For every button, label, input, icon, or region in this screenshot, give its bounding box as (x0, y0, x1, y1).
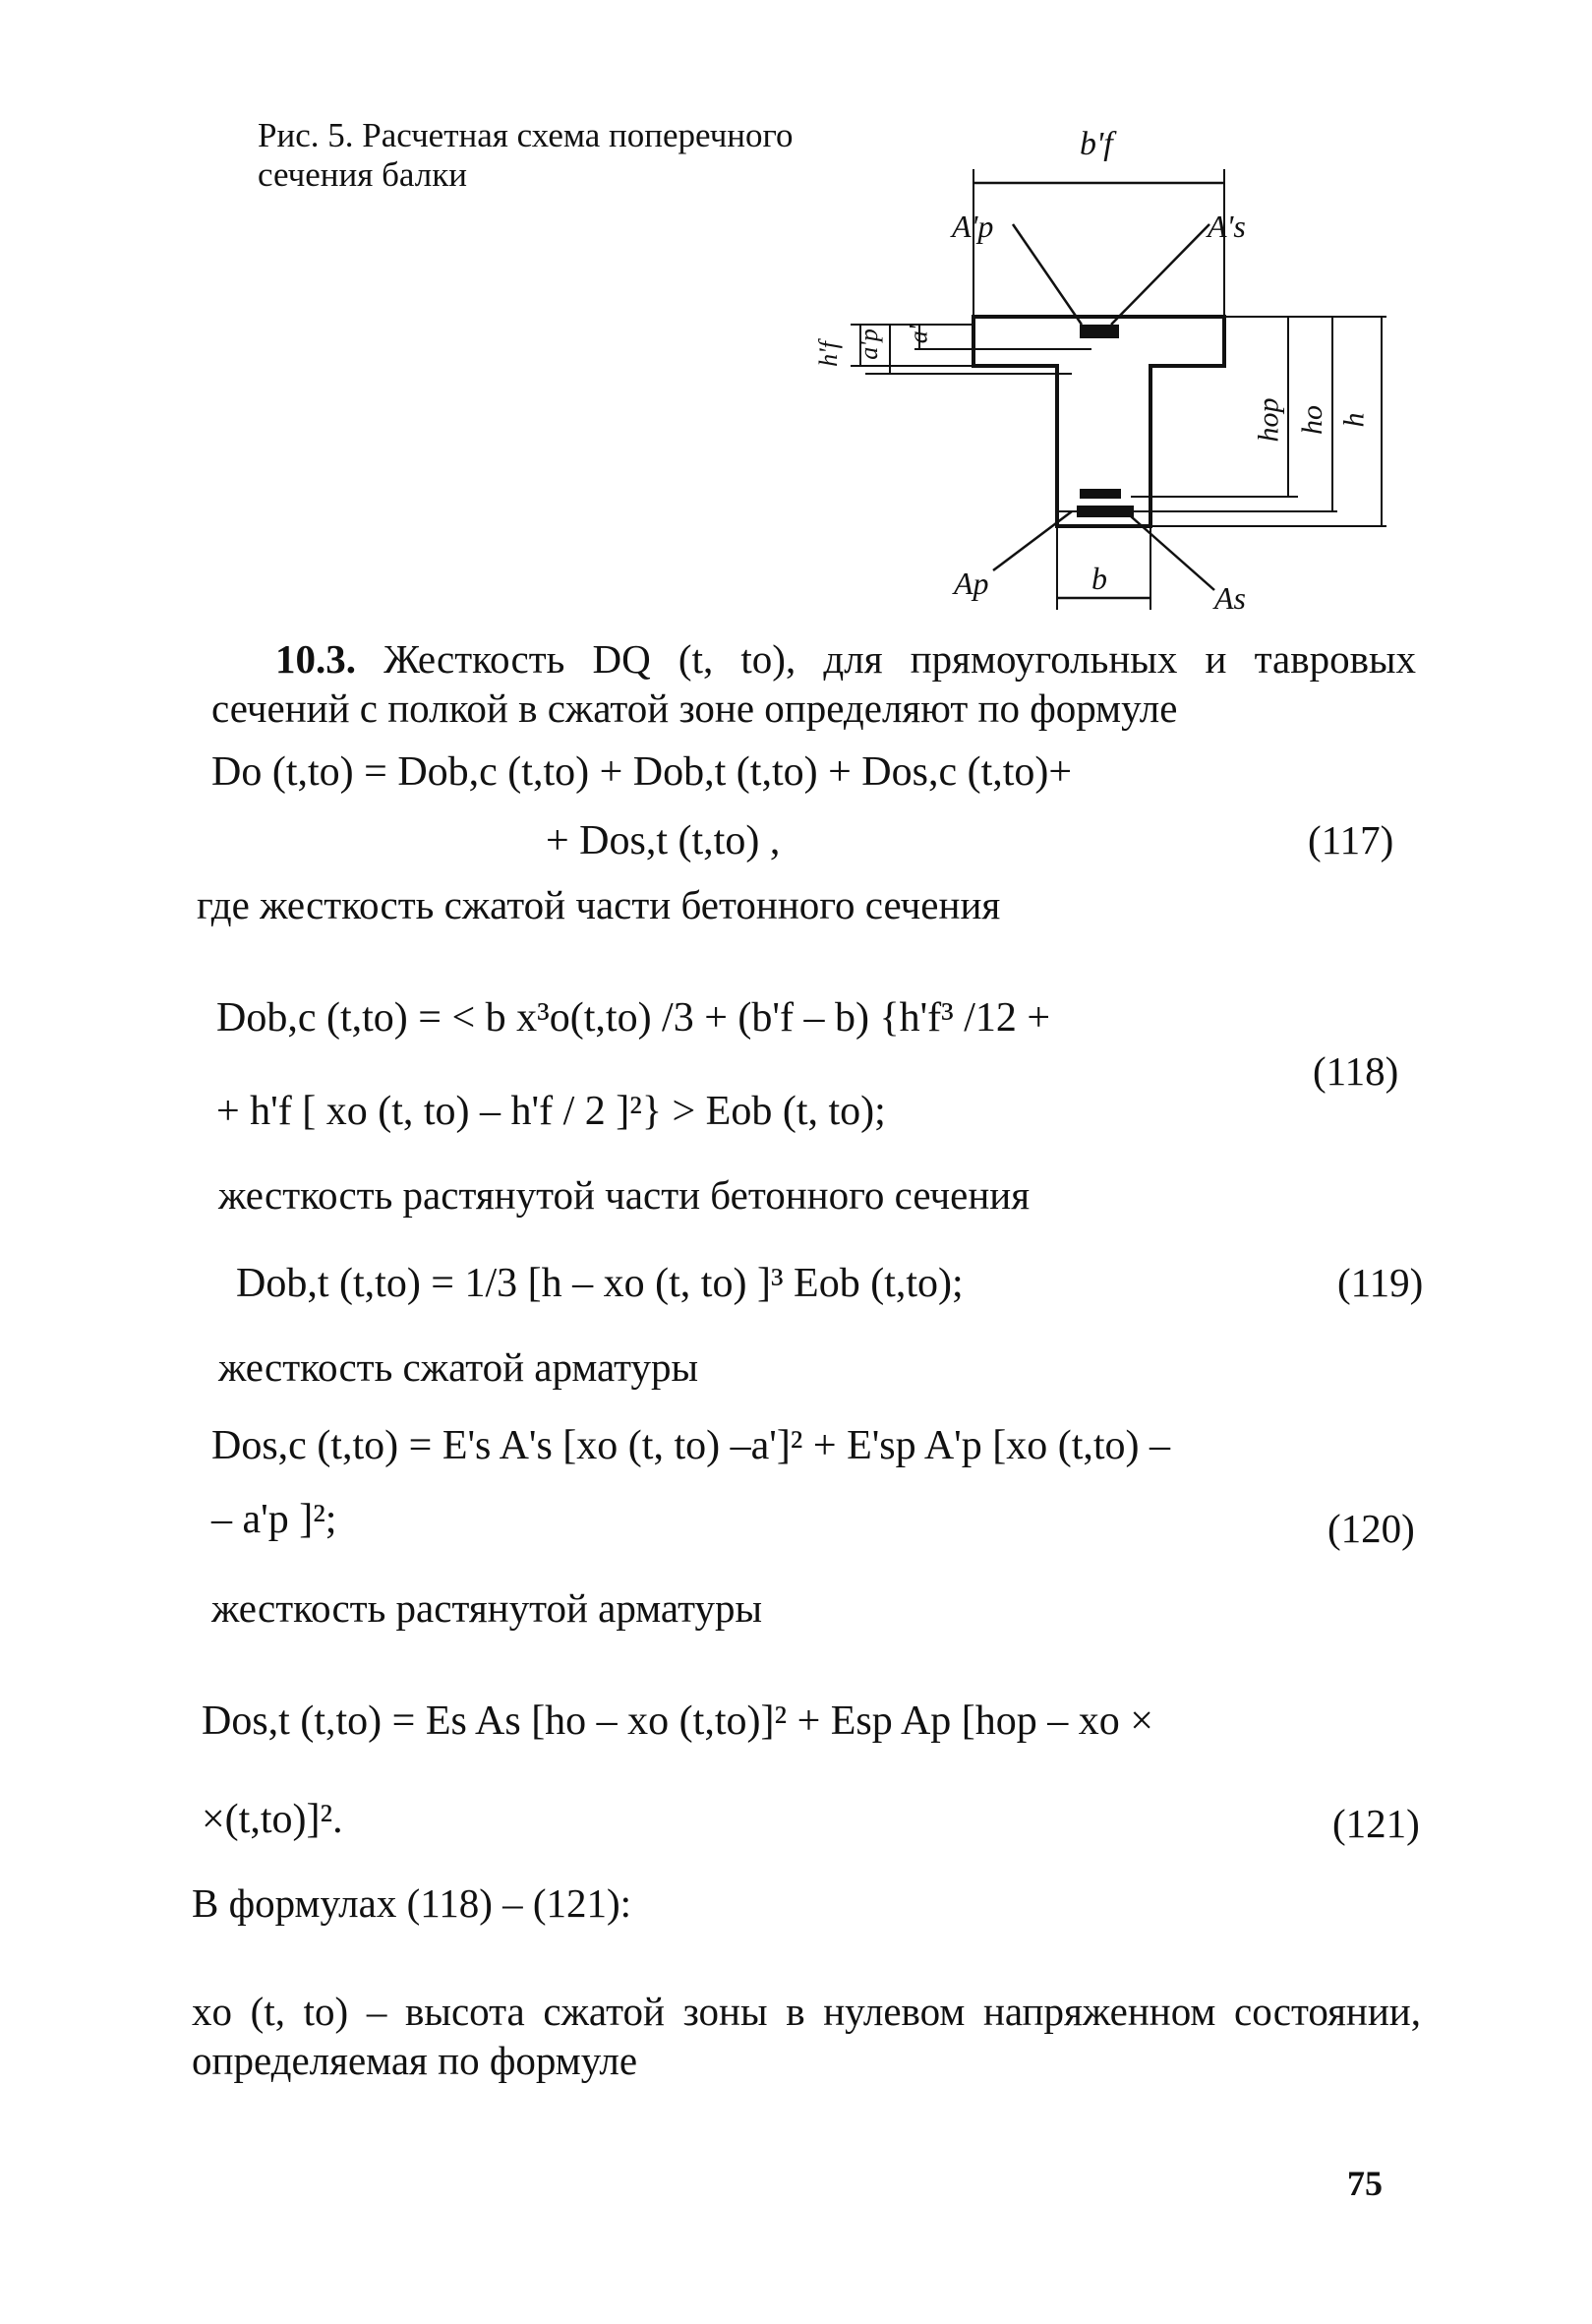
section-intro (211, 634, 1416, 733)
label-a: a' (904, 325, 933, 344)
text-119: жесткость сжатой арматуры (218, 1344, 699, 1390)
formulas-reference: В формулах (118) – (121): (192, 1880, 632, 1926)
eq121-line1: Dos,t (t,to) = Es As [ho – xo (t,to)]² + Esp Ap [hop – xo × (202, 1698, 1153, 1744)
page-number: 75 (1347, 2164, 1383, 2203)
eq119-line1: Dob,t (t,to) = 1/3 [h – xo (t, to) ]³ Eob (t,to); (236, 1261, 964, 1306)
eq121-number: (121) (1332, 1801, 1420, 1846)
label-ap-bottom: Ap (954, 566, 989, 601)
label-ho: ho (1296, 405, 1328, 435)
top-reinforcement (1080, 325, 1119, 338)
label-hf: h'f (813, 341, 843, 367)
eq120-line2: – a'p ]²; (211, 1497, 337, 1542)
eq118-number: (118) (1313, 1048, 1399, 1094)
text-118: жесткость растянутой части бетонного сечения (218, 1172, 1031, 1218)
label-b: b (1091, 561, 1107, 596)
label-ap-top: A'p (952, 209, 994, 244)
eq120-number: (120) (1327, 1506, 1415, 1551)
text-117: где жесткость сжатой части бетонного сечения (197, 882, 1001, 927)
beam-cross-section-diagram (806, 118, 1416, 629)
eq118-line1: Dob,c (t,to) = < b x³o(t,to) /3 + (b'f – b) {h'f³ /12 + (216, 995, 1051, 1041)
eq120-line1: Dos,c (t,to) = E's A's [xo (t, to) –a']² + E'sp A'p [xo (t,to) – (211, 1423, 1171, 1468)
eq117-line2: + Dos,t (t,to) , (546, 818, 781, 864)
label-hop: hop (1252, 397, 1285, 443)
label-ap: a'p (854, 328, 883, 360)
section-number: 10.3. (275, 636, 356, 682)
label-as-top: A's (1208, 209, 1246, 244)
eq121-line2: ×(t,to)]². (202, 1797, 343, 1842)
text-120: жесткость растянутой арматуры (211, 1585, 762, 1631)
eq119-number: (119) (1337, 1260, 1424, 1305)
label-as-bottom: As (1214, 580, 1246, 616)
section-intro-text: Жесткость DQ (t, to), для прямоугольных и тавровых сечений с полкой в сжатой зоне определяют по формуле (211, 636, 1416, 731)
label-bf: b'f (1080, 126, 1113, 162)
label-h: h (1337, 412, 1371, 428)
bottom-prestressed-reinforcement (1080, 489, 1121, 499)
eq118-line2: + h'f [ xo (t, to) – h'f / 2 ]²} > Eob (t, to); (216, 1089, 886, 1134)
eq117-number: (117) (1308, 817, 1394, 863)
figure-caption: Рис. 5. Расчетная схема поперечного сечения балки (258, 116, 794, 194)
eq117-line1: Do (t,to) = Dob,c (t,to) + Dob,t (t,to) + Dos,c (t,to)+ (211, 749, 1073, 795)
xo-definition: xo (t, to) – высота сжатой зоны в нулевом напряженном состоянии, определяемая по формуле (192, 1989, 1421, 2083)
bottom-reinforcement (1077, 506, 1134, 517)
